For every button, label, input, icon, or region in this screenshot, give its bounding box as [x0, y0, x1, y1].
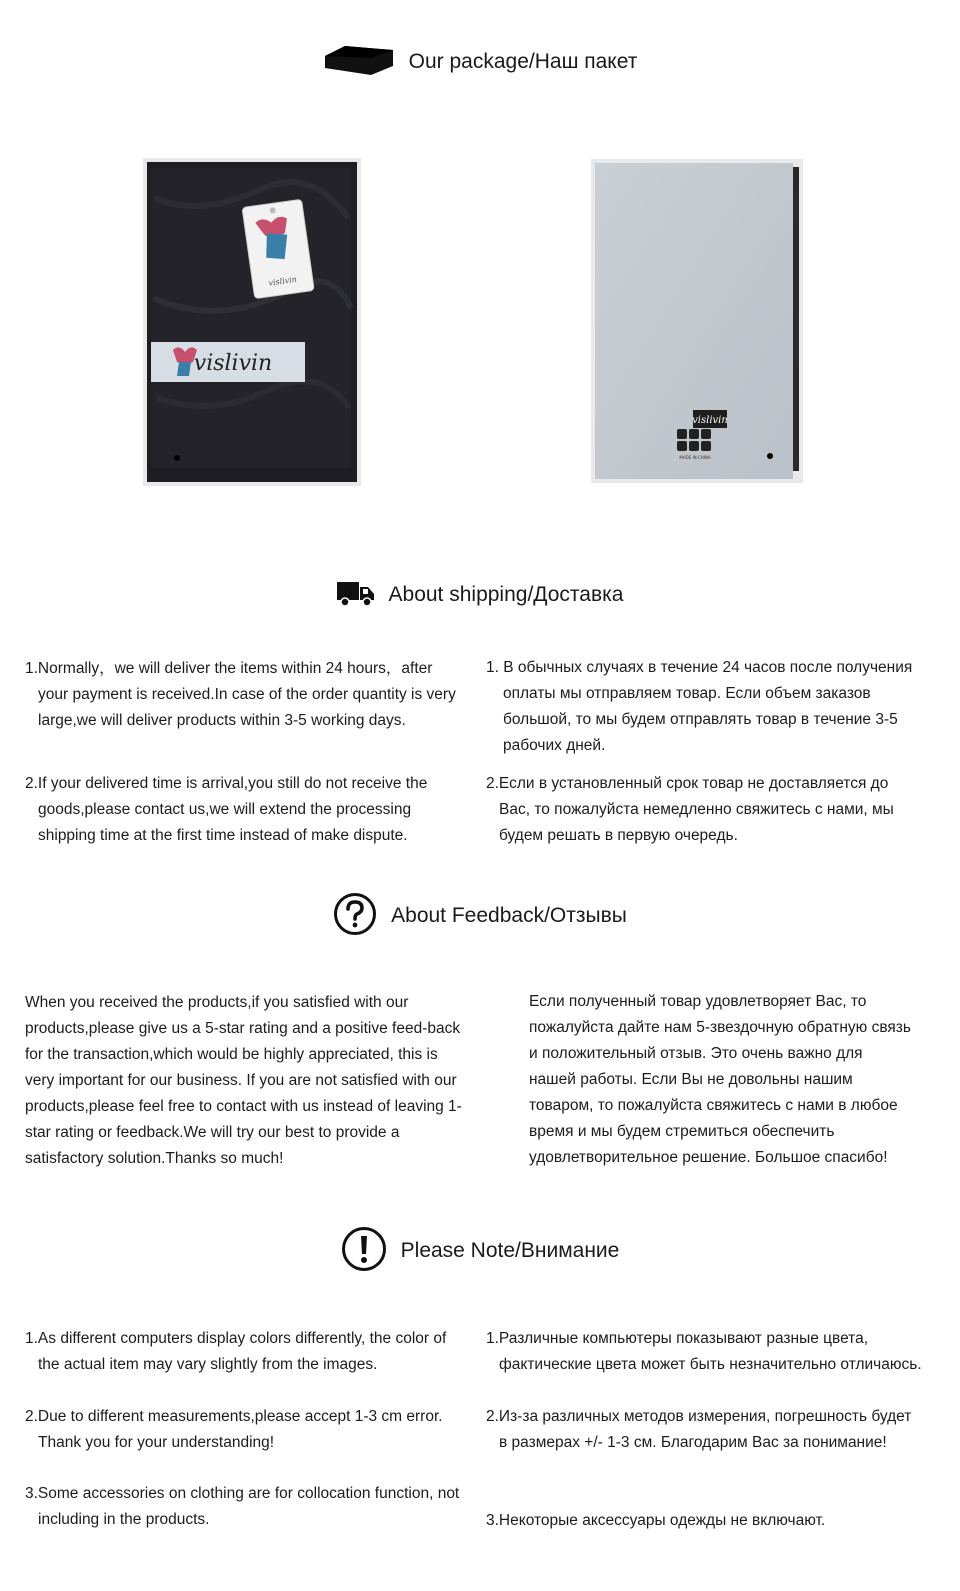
- note-section-title: [0, 1226, 960, 1276]
- shipping-en-item-1: 1.Normally，we will deliver the items within 24 hours，after your payment is received.In case of the order quantity is very large,we will deliver products within 3-5 working days.: [25, 660, 456, 729]
- note-ru-item-2: 2.Из-за различных методов измерения, погрешность будет в размерах +/- 1-3 см. Благодарим Вас за понимание!: [486, 1408, 912, 1451]
- note-ru-item-1: 1.Различные компьютеры показывают разные цвета, фактические цвета может быть незначительно отличаюсь.: [486, 1330, 922, 1373]
- tag-brand: vislivin: [267, 274, 298, 288]
- package-title: Our package/Наш пакет: [408, 50, 638, 73]
- exclamation-icon: [341, 1226, 387, 1277]
- shipping-ru-item-2: 2.Если в установленный срок товар не доставляется до Вас, то пожалуйста немедленно свяжитесь с нами, мы будем решать в первую очередь.: [486, 775, 894, 844]
- question-icon: [333, 892, 377, 941]
- feedback-section-title: [0, 892, 960, 940]
- package-section-title: [0, 44, 960, 80]
- bag-brand-front: vislivin: [193, 351, 273, 376]
- made-in-label: MADE IN CHINA: [679, 455, 711, 460]
- note-ru-item-3: 3.Некоторые аксессуары одежды не включают.: [486, 1512, 826, 1529]
- note-title: Please Note/Внимание: [400, 1239, 620, 1262]
- shipping-section-title: [0, 576, 960, 614]
- feedback-ru-text: Если полученный товар удовлетворяет Вас, то пожалуйста дайте нам 5-звездочную обратную связь и положительный отзыв. Это очень важно для нашей работы. Если Вы не довольны нашим товаром, то пожалуйста свяжитесь с нами в любое время и мы будем стремиться обеспечить удовлетворительное решение. Большое спасибо!: [529, 993, 911, 1166]
- box-icon: [323, 42, 395, 83]
- truck-icon: [337, 578, 375, 613]
- shipping-ru-item-1: 1. В обычных случаях в течение 24 часов после получения оплаты мы отправляем товар. Если объем заказов большой, то мы будем отправлять товар в течение 3-5 рабочих дней.: [486, 659, 913, 754]
- note-en-item-1: 1.As different computers display colors differently, the color of the actual item may vary slightly from the images.: [25, 1330, 447, 1373]
- feedback-en-text: When you received the products,if you satisfied with our products,please give us a 5-star rating and a positive feed-back for the transaction,which would be highly appreciated, this is very important for our business. If you are not satisfied with our products,please feel free to contact with us instead of leaving 1- star rating or feedback.We will try our best to provide a satisfactory solution.Thanks so much!: [25, 994, 462, 1167]
- shipping-en-item-2: 2.If your delivered time is arrival,you still do not receive the goods,please contact us,we will extend the processing shipping time at the first time instead of make dispute.: [25, 775, 428, 844]
- note-en-item-3: 3.Some accessories on clothing are for collocation function, not including in the products.: [25, 1485, 460, 1528]
- feedback-title: About Feedback/Отзывы: [391, 904, 627, 927]
- shipping-title: About shipping/Доставка: [388, 583, 624, 606]
- package-photo-back: [591, 159, 803, 483]
- bag-brand-back: vislivin: [692, 415, 728, 426]
- note-en-item-2: 2.Due to different measurements,please accept 1-3 cm error. Thank you for your understanding!: [25, 1408, 443, 1451]
- package-photo-front: [143, 158, 361, 486]
